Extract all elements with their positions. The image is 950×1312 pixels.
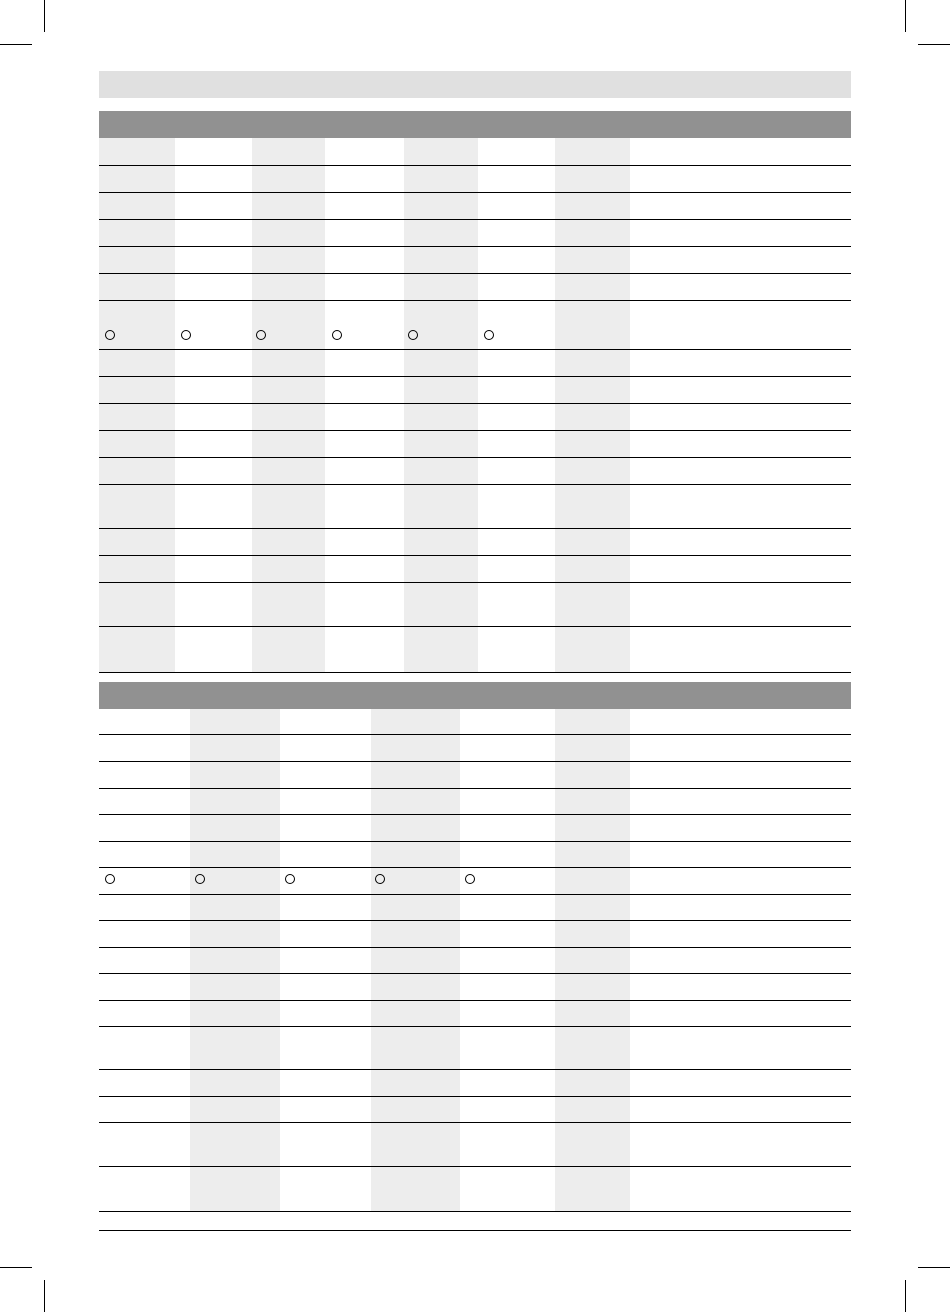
crop-mark-top-right-horizontal — [918, 44, 950, 45]
table-1-row-divider — [99, 403, 851, 404]
table-1-row-divider — [99, 430, 851, 431]
crop-mark-bottom-right-vertical — [905, 1280, 906, 1312]
table-2-row-divider — [99, 894, 851, 895]
table-2-row-divider — [99, 814, 851, 815]
table-1-row-divider — [99, 484, 851, 485]
option-circle-icon[interactable] — [465, 874, 475, 884]
table-1-row-divider — [99, 192, 851, 193]
table-2-row-divider — [99, 1211, 851, 1212]
table-2-row-divider — [99, 867, 851, 868]
table-1-row-divider — [99, 672, 851, 673]
option-circle-icon[interactable] — [408, 330, 418, 340]
option-circle-icon[interactable] — [181, 330, 191, 340]
table-1-row-divider — [99, 273, 851, 274]
section-2-table — [99, 709, 851, 1212]
crop-mark-bottom-left-vertical — [44, 1280, 45, 1312]
table-2-row-divider — [99, 1026, 851, 1027]
table-2-row-divider — [99, 788, 851, 789]
table-1-row-divider — [99, 349, 851, 350]
crop-mark-top-right-vertical — [905, 0, 906, 32]
table-1-row-divider — [99, 246, 851, 247]
option-circle-icon[interactable] — [484, 330, 494, 340]
option-circle-icon[interactable] — [285, 874, 295, 884]
table-1-row-divider — [99, 555, 851, 556]
table-2-row-divider — [99, 920, 851, 921]
option-circle-icon[interactable] — [105, 330, 115, 340]
table-1-row-divider — [99, 165, 851, 166]
table-2-row-divider — [99, 1096, 851, 1097]
table-2-row-divider — [99, 1000, 851, 1001]
option-circle-icon[interactable] — [105, 874, 115, 884]
section-2-title-bar — [99, 682, 851, 709]
page-bottom-rule — [99, 1230, 851, 1231]
page-header-band — [99, 71, 851, 98]
table-2-row-divider — [99, 1166, 851, 1167]
table-1-row-divider — [99, 528, 851, 529]
table-1-row-divider — [99, 626, 851, 627]
table-1-row-divider — [99, 582, 851, 583]
crop-mark-bottom-right-horizontal — [918, 1267, 950, 1268]
option-circle-icon[interactable] — [256, 330, 266, 340]
table-1-row-divider — [99, 376, 851, 377]
table-1-row-divider — [99, 300, 851, 301]
table-2-shaded-column-4 — [371, 709, 460, 1212]
table-2-row-divider — [99, 973, 851, 974]
crop-mark-bottom-left-horizontal — [0, 1267, 32, 1268]
table-2-row-divider — [99, 761, 851, 762]
table-2-row-divider — [99, 734, 851, 735]
table-2-row-divider — [99, 947, 851, 948]
section-1-title-bar — [99, 111, 851, 138]
crop-mark-top-left-vertical — [44, 0, 45, 32]
table-1-row-divider — [99, 219, 851, 220]
option-circle-icon[interactable] — [332, 330, 342, 340]
option-circle-icon[interactable] — [375, 874, 385, 884]
table-2-row-divider — [99, 841, 851, 842]
table-1-row-divider — [99, 457, 851, 458]
table-2-row-divider — [99, 1069, 851, 1070]
table-2-shaded-column-2 — [190, 709, 280, 1212]
option-circle-icon[interactable] — [195, 874, 205, 884]
table-2-shaded-column-6 — [555, 709, 630, 1212]
table-2-row-divider — [99, 1122, 851, 1123]
crop-mark-top-left-horizontal — [0, 44, 32, 45]
section-1-table — [99, 138, 851, 673]
